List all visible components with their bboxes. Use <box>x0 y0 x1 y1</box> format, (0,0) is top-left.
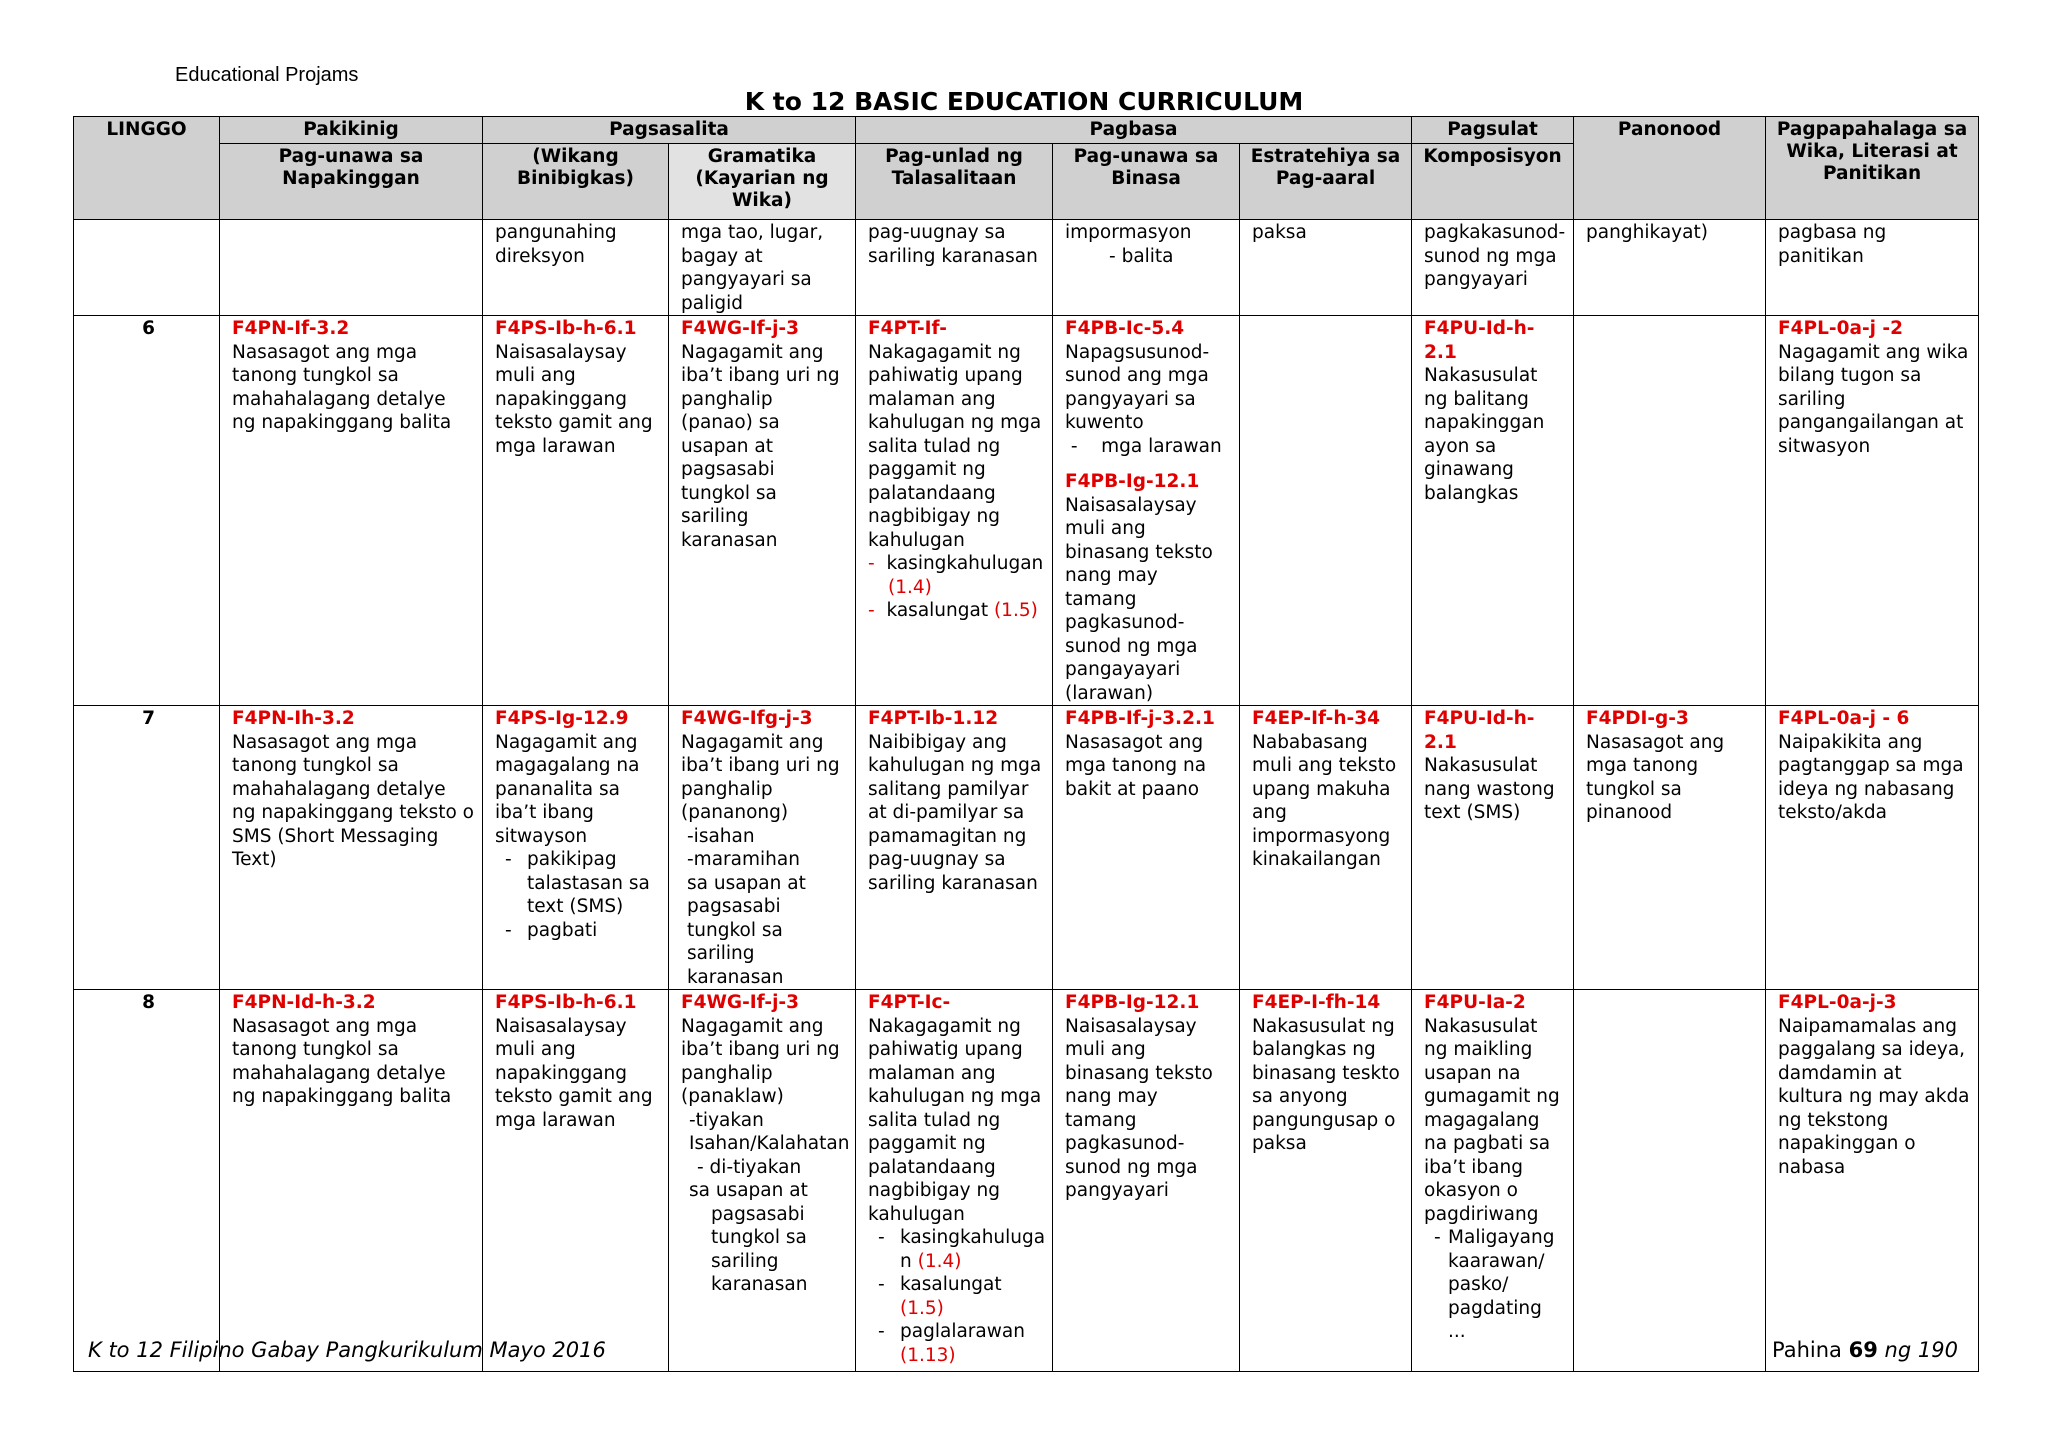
bullet-item: - pakikipag talastasan sa text (SMS) <box>505 849 650 917</box>
cell: pagbasa ng panitikan <box>1766 220 1979 316</box>
competency-code: F4PU-Ia-2 <box>1424 992 1526 1013</box>
competency-code: F4PDI-g-3 <box>1586 708 1689 729</box>
competency-text: Naisasalaysay muli ang binasang teksto nang may tamang pagkasunod-sunod ng mga pangayayari (larawan) <box>1065 494 1213 704</box>
cell <box>1412 316 1574 706</box>
cell <box>220 316 483 706</box>
header-panonood: Panonood <box>1574 117 1766 220</box>
table-row <box>74 990 1979 1372</box>
bullet-item: - pagbati <box>505 919 598 941</box>
competency-text: Nakasusulat ng maikling usapan na gumagamit ng magagalang na pagbati sa iba’t ibang okasyon o pagdiriwang <box>1424 1015 1560 1225</box>
competency-code: F4PL-0a-j -2 <box>1778 318 1903 339</box>
cell <box>1766 706 1979 990</box>
bullet-item: - balita <box>1109 245 1174 267</box>
cell <box>856 990 1053 1372</box>
subheader-pag-unawa-binasa: Pag-unawa sa Binasa <box>1053 144 1240 220</box>
competency-text: Nakagagamit ng pahiwatig upang malaman ang kahulugan ng mga salita tulad ng paggamit ng palatandaang nagbibigay ng kahulugan <box>868 341 1042 551</box>
competency-code: F4WG-Ifg-j-3 <box>681 708 813 729</box>
competency-text: Nagagamit ang iba’t ibang uri ng panghalip (panao) sa usapan at pagsasabi tungkol sa sariling karanasan <box>681 341 840 551</box>
list-item: pagsasabi tungkol sa sariling karanasan <box>711 1203 808 1295</box>
cell <box>669 706 856 990</box>
list-item: -tiyakan Isahan/Kalahatan <box>689 1109 850 1154</box>
cell <box>220 990 483 1372</box>
competency-code: F4PN-If-3.2 <box>232 318 350 339</box>
cell <box>1412 706 1574 990</box>
page-total: ng 190 <box>1884 1338 1958 1362</box>
competency-code: F4PS-Ib-h-6.1 <box>495 992 637 1013</box>
cell <box>483 706 669 990</box>
cell <box>669 316 856 706</box>
competency-code: F4PB-Ig-12.1 <box>1065 992 1200 1013</box>
competency-text: Nakagagamit ng pahiwatig upang malaman ang kahulugan ng mga salita tulad ng paggamit ng palatandaang nagbibigay ng kahulugan <box>868 1015 1042 1225</box>
header-pakikinig: Pakikinig <box>220 117 483 144</box>
competency-text: Nasasagot ang mga tanong tungkol sa pinanood <box>1586 731 1725 823</box>
table-row <box>74 706 1979 990</box>
page-label: Pahina <box>1772 1338 1842 1362</box>
competency-code: F4PU-Id-h-2.1 <box>1424 318 1535 363</box>
cell: mga tao, lugar, bagay at pangyayari sa paligid <box>669 220 856 316</box>
table-row <box>74 220 1979 316</box>
competency-text: Nasasagot ang mga tanong tungkol sa mahahalagang detalye ng napakinggang teksto o SMS (Short Messaging Text) <box>232 731 474 870</box>
competency-text: Nasasagot ang mga tanong na bakit at paano <box>1065 731 1207 800</box>
curriculum-table <box>73 116 1979 1372</box>
competency-text: Nagagamit ang magagalang na pananalita sa iba’t ibang sitwayson <box>495 731 640 847</box>
cell: pagkakasunod-sunod ng mga pangyayari <box>1412 220 1574 316</box>
cell <box>220 706 483 990</box>
bullet-item: - kasalungat (1.5) <box>878 1274 1002 1319</box>
subheader-komposisyon: Komposisyon <box>1412 144 1574 220</box>
competency-text: Naipakikita ang pagtanggap sa mga ideya ng nabasang teksto/akda <box>1778 731 1964 823</box>
competency-code: F4WG-If-j-3 <box>681 992 799 1013</box>
bullet-item: - Maligayang kaarawan/ pasko/ pagdating ... <box>1434 1227 1555 1342</box>
page-current: 69 <box>1848 1338 1878 1362</box>
competency-code: F4PU-Id-h-2.1 <box>1424 708 1535 753</box>
competency-code: F4PL-0a-j-3 <box>1778 992 1897 1013</box>
list-item: sa usapan at <box>689 1180 808 1201</box>
cell <box>856 706 1053 990</box>
competency-code: F4PS-Ib-h-6.1 <box>495 318 637 339</box>
competency-text: Nakasusulat ng balangkas ng binasang teskto sa anyong pangungusap o paksa <box>1252 1015 1400 1154</box>
competency-code: F4PT-Ic- <box>868 992 951 1013</box>
document-title: K to 12 BASIC EDUCATION CURRICULUM <box>744 87 1304 116</box>
cell <box>1574 316 1766 706</box>
list-item: -isahan <box>687 825 755 847</box>
competency-code: F4EP-I-fh-14 <box>1252 992 1381 1013</box>
competency-text: Naibibigay ang kahulugan ng mga salitang pamilyar at di-pamilyar sa pamamagitan ng pag-uugnay sa sariling karanasan <box>868 731 1042 894</box>
cell <box>1574 990 1766 1372</box>
list-item: sa usapan at pagsasabi tungkol sa sariling karanasan <box>687 872 806 988</box>
competency-text: Nagagamit ang iba’t ibang uri ng panghalip (pananong) <box>681 731 840 823</box>
subheader-pag-unawa-napakinggan: Pag-unawa sa Napakinggan <box>220 144 483 220</box>
bullet-item: - kasingkahuluga n (1.4) <box>878 1227 1046 1272</box>
competency-text: Nasasagot ang mga tanong tungkol sa mahahalagang detalye ng napakinggang balita <box>232 1015 452 1107</box>
cell <box>1053 990 1240 1372</box>
page-number <box>1772 1338 1958 1362</box>
subheader-estratehiya: Estratehiya sa Pag-aaral <box>1240 144 1412 220</box>
cell <box>1412 990 1574 1372</box>
competency-code: F4WG-If-j-3 <box>681 318 799 339</box>
cell: pag-uugnay sa sariling karanasan <box>856 220 1053 316</box>
header-pagsasalita: Pagsasalita <box>483 117 856 144</box>
cell: paksa <box>1240 220 1412 316</box>
subheader-pag-unlad: Pag-unlad ng Talasalitaan <box>856 144 1053 220</box>
competency-text: Nababasang muli ang teksto upang makuha ang impormasyong kinakailangan <box>1252 731 1397 870</box>
competency-code: F4PT-If- <box>868 318 947 339</box>
list-item: - di-tiyakan <box>697 1156 802 1178</box>
competency-text: Nakasusulat nang wastong text (SMS) <box>1424 755 1555 823</box>
header-pagpapahalaga: Pagpapahalaga sa Wika, Literasi at Panitikan <box>1766 117 1979 220</box>
header-pagbasa: Pagbasa <box>856 117 1412 144</box>
cell <box>483 316 669 706</box>
bullet-item: - mga larawan <box>1065 435 1222 457</box>
watermark-text: Educational Projams <box>175 64 359 86</box>
cell <box>1574 706 1766 990</box>
cell <box>1240 990 1412 1372</box>
subheader-wikang-binibigkas: (Wikang Binibigkas) <box>483 144 669 220</box>
week-cell <box>74 220 220 316</box>
cell <box>1766 990 1979 1372</box>
header-linggo: LINGGO <box>74 117 220 220</box>
competency-text: Nagagamit ang wika bilang tugon sa sariling pangangailangan at sitwasyon <box>1778 341 1969 457</box>
competency-text: Naisasalaysay muli ang napakinggang teksto gamit ang mga larawan <box>495 341 653 457</box>
cell <box>856 316 1053 706</box>
cell <box>1053 220 1240 316</box>
cell <box>1240 316 1412 706</box>
subheader-gramatika: Gramatika (Kayarian ng Wika) <box>669 144 856 220</box>
cell: pangunahing direksyon <box>483 220 669 316</box>
cell <box>1240 706 1412 990</box>
competency-code: F4PB-Ig-12.1 <box>1065 471 1200 492</box>
table-row <box>74 316 1979 706</box>
cell: panghikayat) <box>1574 220 1766 316</box>
competency-code: F4PT-Ib-1.12 <box>868 708 999 729</box>
competency-text: Naisasalaysay muli ang napakinggang teksto gamit ang mga larawan <box>495 1015 653 1131</box>
footer-title: K to 12 Filipino Gabay Pangkurikulum Mayo 2016 <box>88 1338 606 1362</box>
cell <box>220 220 483 316</box>
bullet-item: - kasingkahulugan (1.4) <box>868 553 1044 598</box>
competency-text: Nasasagot ang mga tanong tungkol sa mahahalagang detalye ng napakinggang balita <box>232 341 452 433</box>
cell <box>1053 706 1240 990</box>
competency-code: F4EP-If-h-34 <box>1252 708 1380 729</box>
competency-text: Nagagamit ang iba’t ibang uri ng panghalip (panaklaw) <box>681 1015 840 1107</box>
competency-code: F4PL-0a-j - 6 <box>1778 708 1910 729</box>
list-item: -maramihan <box>687 849 800 870</box>
bullet-item: - kasalungat (1.5) <box>868 600 1038 621</box>
competency-text: Naipamamalas ang paggalang sa ideya, damdamin at kultura ng may akda ng tekstong napakinggan o nabasa <box>1778 1015 1970 1178</box>
competency-code: F4PB-If-j-3.2.1 <box>1065 708 1215 729</box>
competency-text: Nakasusulat ng balitang napakinggan ayon sa ginawang balangkas <box>1424 365 1545 504</box>
week-cell: 8 <box>74 990 220 1372</box>
cell <box>483 990 669 1372</box>
cell <box>1766 316 1979 706</box>
cell <box>669 990 856 1372</box>
week-cell: 6 <box>74 316 220 706</box>
header-pagsulat: Pagsulat <box>1412 117 1574 144</box>
cell <box>1053 316 1240 706</box>
competency-code: F4PB-Ic-5.4 <box>1065 318 1185 339</box>
competency-text: Napagsusunod-sunod ang mga pangyayari sa kuwento <box>1065 341 1210 433</box>
competency-code: F4PN-Id-h-3.2 <box>232 992 376 1013</box>
bullet-item: - paglalarawan (1.13) <box>878 1321 1025 1366</box>
week-cell: 7 <box>74 706 220 990</box>
competency-code: F4PN-Ih-3.2 <box>232 708 355 729</box>
competency-code: F4PS-Ig-12.9 <box>495 708 629 729</box>
cell-text: impormasyon <box>1065 222 1192 243</box>
competency-text: Naisasalaysay muli ang binasang teksto nang may tamang pagkasunod-sunod ng mga pangyayari <box>1065 1015 1213 1201</box>
